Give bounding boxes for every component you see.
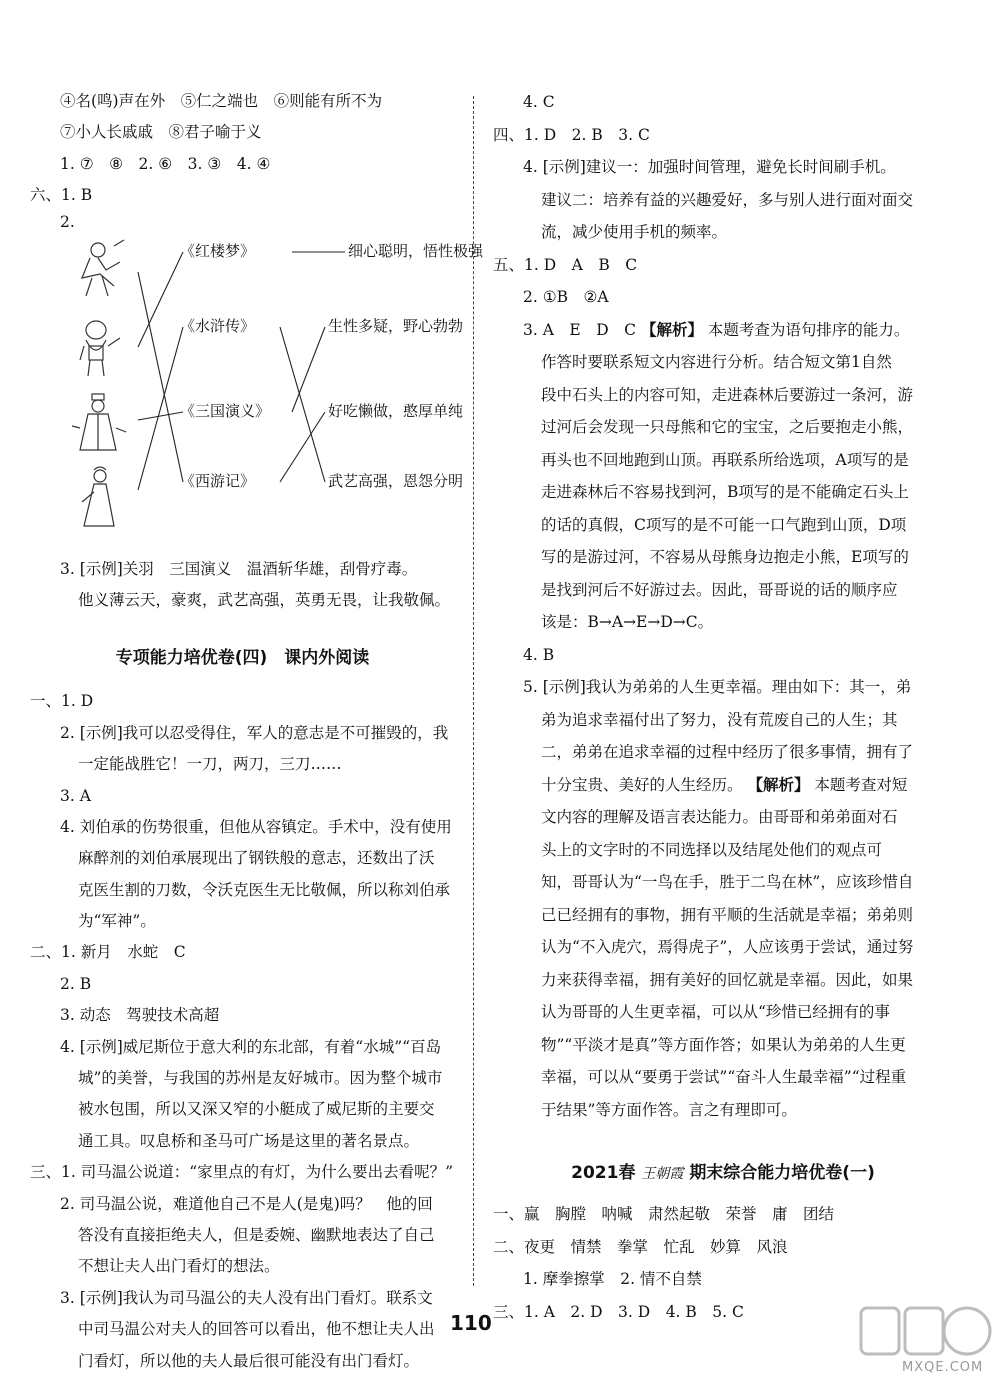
- answer-line: 4. C: [523, 93, 555, 111]
- answer-line: 流，减少使用手机的频率。: [541, 223, 728, 241]
- answer-line: 3. A: [60, 786, 91, 805]
- answer-line: 4. B: [523, 645, 555, 664]
- answer-line: [493, 314, 953, 347]
- section-six-2: 2.: [60, 212, 75, 231]
- right-column: [493, 86, 953, 1328]
- section-title: 专项能力培优卷(四) 课内外阅读: [115, 648, 370, 669]
- answer-line: 物”“平淡才是真”等方面作答；如果认为弟弟的人生更: [541, 1035, 906, 1054]
- answer-line: 幸福，可以从“要勇于尝试”“奋斗人生最幸福”“过程重: [541, 1068, 907, 1086]
- page-number: 110: [450, 1311, 492, 1335]
- answer-line: 己已经拥有的事物，拥有平顺的生活就是幸福；弟弟则: [541, 905, 914, 924]
- title-year: 2021春: [571, 1163, 636, 1183]
- lady-figure-icon: [70, 466, 130, 528]
- analysis-tag: 【解析】: [747, 775, 810, 794]
- answer-line: 答没有直接拒绝夫人，但是委婉、幽默地表达了自己: [78, 1225, 435, 1244]
- answer-line: 是找到河后不好游过去。因此，哥哥说的话的顺序应: [541, 580, 898, 599]
- answer-line: 弟为追求幸福付出了努力，没有荒废自己的人生；其: [541, 710, 898, 729]
- answer-line: 四、1. D 2. B 3. C: [493, 125, 650, 144]
- answer-line: 2. 司马温公说，难道他自己不是人(是鬼)吗？ 他的回: [60, 1194, 433, 1213]
- answer-line: 过河后会发现一只母熊和它的宝宝，之后要抱走小熊，: [541, 418, 914, 436]
- answer-line: [493, 769, 953, 802]
- answer-line: 克医生割的刀数，令沃克医生无比敬佩，所以称刘伯承: [78, 880, 451, 899]
- book-hongloumeng: 《红楼梦》: [180, 241, 256, 260]
- answer-line: 中司马温公对夫人的回答可以看出，他不想让夫人出: [78, 1320, 435, 1339]
- trait-item: 好吃懒做，憨厚单纯: [328, 401, 464, 420]
- answer-line: 五、1. D A B C: [493, 255, 638, 274]
- scholar-figure-icon: [70, 392, 130, 454]
- answer-line: 麻醉剂的刘伯承展现出了钢铁般的意志，还数出了沃: [78, 849, 435, 868]
- answer-line: 3. [示例]关羽 三国演义 温酒斩华雄，刮骨疗毒。: [60, 559, 418, 578]
- trait-item: 武艺高强，恩怨分明: [328, 471, 464, 490]
- answer-line: 2. ①B ②A: [523, 288, 609, 306]
- answer-line: 为“军神”。: [78, 912, 156, 931]
- answer-line: 不想让夫人出门看灯的想法。: [78, 1257, 280, 1276]
- answer-line: 5. [示例]我认为弟弟的人生更幸福。理由如下：其一，弟: [523, 678, 912, 696]
- answer-text: 3. A E D C: [523, 320, 637, 339]
- answer-line: 2. B: [60, 974, 92, 993]
- answer-line: 被水包围，所以又深又窄的小艇成了威尼斯的主要交: [78, 1100, 435, 1119]
- answer-line: ④名(鸣)声在外 ⑤仁之端也 ⑥则能有所不为: [60, 92, 383, 110]
- section-title: [493, 1148, 953, 1198]
- watermark-url: MXQE.COM: [902, 1360, 984, 1375]
- section-six-1: 六、1. B: [30, 186, 93, 205]
- answer-text: 本题考查为语句排序的能力。: [707, 320, 910, 339]
- answer-line: 他义薄云天，豪爽，武艺高强，英勇无畏，让我敬佩。: [78, 590, 451, 609]
- answer-line: 的话的真假，C项写的是不可能一口气跑到山顶，D项: [541, 515, 907, 534]
- pig-figure-icon: [70, 316, 130, 378]
- monkey-king-figure-icon: [70, 238, 130, 300]
- answer-text: 十分宝贵、美好的人生经历。: [541, 775, 743, 794]
- answer-line: 城”的美誉，与我国的苏州是友好城市。因为整个城市: [78, 1069, 443, 1088]
- answer-line: 头上的文字时的不同选择以及结尾处他们的观点可: [541, 840, 883, 859]
- answer-line: 力来获得幸福，拥有美好的回忆就是幸福。因此，如果: [541, 970, 914, 989]
- answer-line: 写的是游过河，不容易从母熊身边抱走小熊，E项写的: [541, 548, 909, 566]
- trait-item: 生性多疑，野心勃勃: [328, 316, 464, 335]
- answer-line: 3. 动态 驾驶技术高超: [60, 1006, 220, 1025]
- matching-exercise: [30, 232, 484, 554]
- answer-line: 三、1. 司马温公说道：“家里点的有灯，为什么要出去看呢？”: [30, 1163, 454, 1182]
- answer-line: 1. 摩拳擦掌 2. 情不自禁: [523, 1270, 702, 1288]
- answer-line: 4. [示例]建议一：加强时间管理，避免长时间刷手机。: [523, 158, 896, 176]
- column-divider: [473, 96, 474, 1286]
- answer-line: 4. [示例]威尼斯位于意大利的东北部，有着“水城”“百岛: [60, 1037, 442, 1056]
- answer-line: 再头也不回地跑到山顶。再联系所给选项，A项写的是: [541, 450, 909, 469]
- answer-line: 文内容的理解及语言表达能力。由哥哥和弟弟面对石: [541, 808, 898, 826]
- answer-line: 建议二：培养有益的兴趣爱好，多与别人进行面对面交: [541, 190, 914, 209]
- answer-line: 二，弟弟在追求幸福的过程中经历了很多事情，拥有了: [541, 743, 914, 761]
- answer-line: 作答时要联系短文内容进行分析。结合短文第1自然: [541, 353, 892, 371]
- book-xiyouji: 《西游记》: [180, 471, 256, 490]
- answer-line: 2. [示例]我可以忍受得住，军人的意志是不可摧毁的，我: [60, 723, 449, 742]
- answer-line: 认为哥哥的人生更幸福，可以从“珍惜已经拥有的事: [541, 1003, 890, 1021]
- brand-logo: 王朝霞: [641, 1166, 684, 1182]
- answer-line: 于结果”等方面作答。言之有理即可。: [541, 1100, 797, 1119]
- answer-line: 3. [示例]我认为司马温公的夫人没有出门看灯。联系文: [60, 1288, 433, 1307]
- answer-line: ⑦小人长戚戚 ⑧君子喻于义: [60, 123, 262, 142]
- book-sanguoyanyi: 《三国演义》: [180, 401, 271, 420]
- answer-line: 该是：B→A→E→D→C。: [541, 613, 714, 631]
- answer-line: 段中石头上的内容可知，走进森林后要游过一条河，游: [541, 385, 914, 404]
- answer-line: 门看灯，所以他的夫人最后很可能没有出门看灯。: [78, 1351, 420, 1370]
- answer-line: 知，哥哥认为“一鸟在手，胜于二鸟在林”，应该珍惜自: [541, 873, 914, 891]
- answer-line: 走进森林后不容易找到河，B项写的是不能确定石头上: [541, 483, 909, 501]
- analysis-tag: 【解析】: [640, 320, 703, 339]
- answer-text: 本题考查对短: [814, 775, 908, 794]
- answer-line: 4. 刘伯承的伤势很重，但他从容镇定。手术中，没有使用: [60, 817, 452, 836]
- book-shuihuzhuan: 《水浒传》: [180, 316, 256, 335]
- answer-line: 一定能战胜它！一刀，两刀，三刀……: [78, 755, 342, 774]
- title-text: 期末综合能力培优卷(一): [689, 1163, 875, 1183]
- answer-line: 1. ⑦ ⑧ 2. ⑥ 3. ③ 4. ④: [60, 154, 271, 173]
- answer-line: 二、夜更 情禁 拳掌 忙乱 妙算 风浪: [493, 1237, 788, 1256]
- answer-line: 三、1. A 2. D 3. D 4. B 5. C: [493, 1302, 744, 1321]
- answer-line: 一、1. D: [30, 692, 94, 711]
- answer-line: 一、赢 胸膛 呐喊 肃然起敬 荣誉 庸 团结: [493, 1205, 835, 1223]
- trait-item: 细心聪明，悟性极强: [348, 241, 484, 260]
- answer-line: 二、1. 新月 水蛇 C: [30, 943, 186, 962]
- answer-line: 通工具。叹息桥和圣马可广场是这里的著名景点。: [78, 1131, 420, 1150]
- answer-line: 认为“不入虎穴，焉得虎子”，人应该勇于尝试，通过努: [541, 938, 914, 956]
